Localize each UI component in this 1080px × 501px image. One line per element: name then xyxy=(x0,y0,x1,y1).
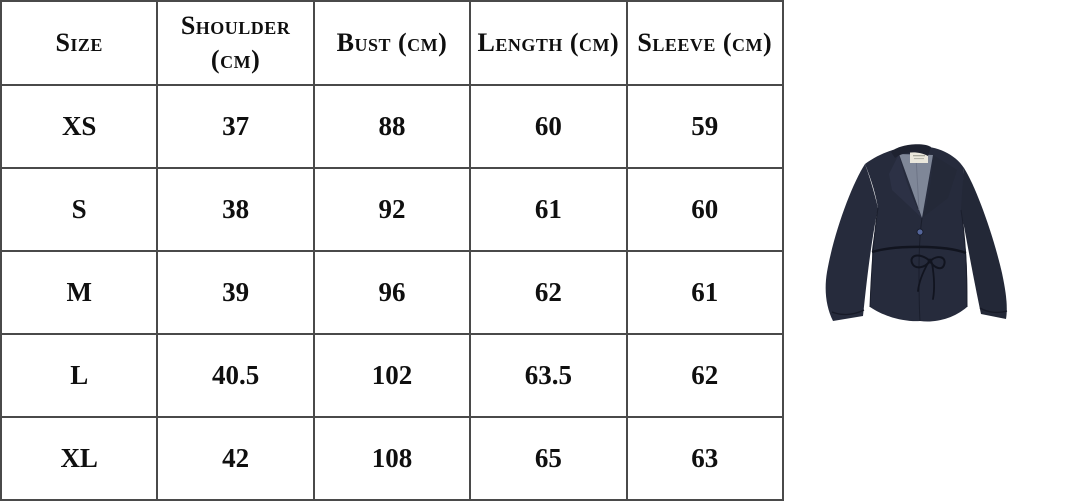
table-cell: 60 xyxy=(470,85,626,168)
header-row xyxy=(1,1,783,85)
jacket-button xyxy=(917,229,923,235)
column-header-bust xyxy=(314,1,470,85)
size-label-cell: L xyxy=(1,334,157,417)
header-line: Shoulder xyxy=(180,11,291,41)
table-row-l xyxy=(1,334,783,417)
table-cell: 61 xyxy=(470,168,626,251)
table-row-m xyxy=(1,251,783,334)
table-cell: 40.5 xyxy=(157,334,313,417)
size-label-cell: S xyxy=(1,168,157,251)
table-cell: 63 xyxy=(627,417,783,500)
column-header-sleeve xyxy=(627,1,783,85)
table-cell: 59 xyxy=(627,85,783,168)
table-row-xl xyxy=(1,417,783,500)
label-text-line xyxy=(913,155,925,156)
header-line: Length (cm) xyxy=(477,28,620,58)
header-line: Size xyxy=(55,28,103,58)
header-line: Sleeve (cm) xyxy=(637,28,773,58)
table-cell: 60 xyxy=(627,168,783,251)
column-header-size xyxy=(1,1,157,85)
size-label-cell: XS xyxy=(1,85,157,168)
table-cell: 63.5 xyxy=(470,334,626,417)
table-cell: 42 xyxy=(157,417,313,500)
header-line: Bust (cm) xyxy=(336,28,448,58)
product-image xyxy=(823,140,1013,325)
size-label-cell: XL xyxy=(1,417,157,500)
column-header-length xyxy=(470,1,626,85)
table-cell: 96 xyxy=(314,251,470,334)
jacket-graphic xyxy=(823,140,1013,325)
table-cell: 61 xyxy=(627,251,783,334)
jacket-sleeve-right xyxy=(961,168,1007,319)
size-label-cell: M xyxy=(1,251,157,334)
table-cell: 62 xyxy=(627,334,783,417)
table-cell: 108 xyxy=(314,417,470,500)
table-cell: 39 xyxy=(157,251,313,334)
table-row-s xyxy=(1,168,783,251)
table-cell: 37 xyxy=(157,85,313,168)
table-cell: 102 xyxy=(314,334,470,417)
column-header-shoulder xyxy=(157,1,313,85)
table-row-xs xyxy=(1,85,783,168)
table-cell: 62 xyxy=(470,251,626,334)
label-text-line xyxy=(914,158,924,159)
table-cell: 88 xyxy=(314,85,470,168)
header-line: (cm) xyxy=(210,45,261,74)
table-cell: 65 xyxy=(470,417,626,500)
table-cell: 92 xyxy=(314,168,470,251)
table-cell: 38 xyxy=(157,168,313,251)
